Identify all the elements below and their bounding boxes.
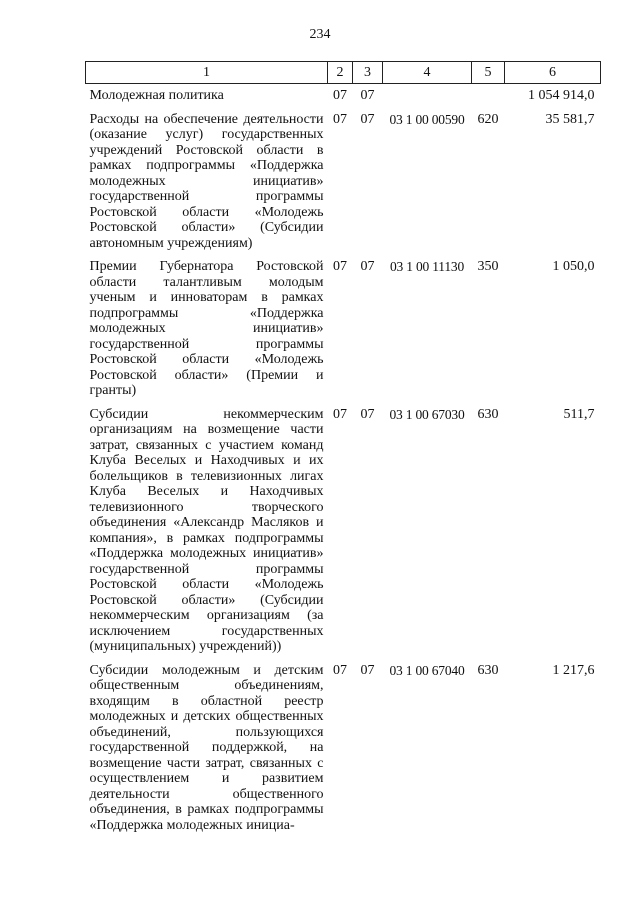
row-target-article: 03 1 00 11130: [389, 259, 465, 274]
table-header-row: [86, 62, 601, 84]
budget-table: [85, 61, 601, 841]
row-subsection-code: 07: [360, 406, 375, 422]
row-name: Молодежная политика: [89, 88, 224, 103]
row-target-article: 03 1 00 00590: [389, 111, 465, 127]
table-row: [86, 112, 601, 260]
row-target-article: [383, 84, 472, 112]
row-subsection-code: 07: [360, 111, 375, 127]
row-expense-type: [472, 84, 505, 112]
row-section-code: 07: [333, 662, 347, 678]
row-amount: 511,7: [563, 406, 595, 422]
row-subsection-code: 07: [360, 88, 375, 103]
row-section-code: 07: [333, 88, 347, 103]
row-target-article: 03 1 00 67030: [389, 406, 465, 422]
column-header-section: 2: [328, 62, 353, 84]
row-name: Расходы на обеспечение деятельности (оказание услуг) государственных учреждений Ростовской области в рамках подпрограммы «Поддержка молодежных инициатив» государственной программы Ростовской области «Молодежь Ростовской области» (Субсидии автономным учреждениям): [89, 111, 324, 251]
row-name: Премии Губернатора Ростовской области талантливым молодым ученым и инноваторам в рамках подпрограммы «Поддержка молодежных инициатив» государственной программы Ростовской области «Молодежь Ростовской области» (Премии и гранты): [89, 259, 324, 398]
row-amount: 1 054 914,0: [528, 88, 595, 103]
row-section-code: 07: [333, 406, 347, 422]
table-row: [86, 84, 601, 112]
row-expense-type: 620: [477, 111, 499, 127]
row-expense-type: 630: [477, 406, 499, 422]
table-row: [86, 407, 601, 663]
row-subsection-code: 07: [360, 662, 375, 678]
column-header-subsection: 3: [353, 62, 383, 84]
column-header-name: 1: [86, 62, 328, 84]
row-subsection-code: 07: [360, 259, 375, 274]
row-amount: 1 050,0: [552, 259, 595, 274]
row-amount: 35 581,7: [545, 111, 595, 127]
row-section-code: 07: [333, 111, 347, 127]
row-section-code: 07: [333, 259, 347, 274]
row-name: Субсидии молодежным и детским общественным объединениям, входящим в областной реестр молодежных и детских общественных объединений, пользующихся государственной поддержкой, на возмещение части затрат, связанных с осуществлением и развитием деятельности общественного объединения, в рамках подпрограммы «Поддержка молодежных инициа-: [89, 662, 324, 833]
row-amount: 1 217,6: [552, 662, 595, 678]
row-target-article: 03 1 00 67040: [389, 662, 465, 678]
column-header-amount: 6: [505, 62, 601, 84]
row-name: Субсидии некоммерческим организациям на возмещение части затрат, связанных с участием команд Клуба Веселых и Находчивых и их болельщиков в телевизионных лигах Клуба Веселых и Находчивых телевизионного творческого объединения «Александр Масляков и компания», в рамках подпрограммы «Поддержка молодежных инициатив» государственной программы Ростовской области «Молодежь Ростовской области» (Субсидии некоммерческим организациям (за исключением государственных (муниципальных) учреждений)): [89, 406, 324, 654]
column-header-expense-type: 5: [472, 62, 505, 84]
row-expense-type: 350: [477, 259, 499, 274]
table-row: [86, 259, 601, 407]
row-expense-type: 630: [477, 662, 499, 678]
page-number: 234: [309, 27, 331, 42]
column-header-target-article: 4: [383, 62, 472, 84]
table-row: [86, 663, 601, 842]
